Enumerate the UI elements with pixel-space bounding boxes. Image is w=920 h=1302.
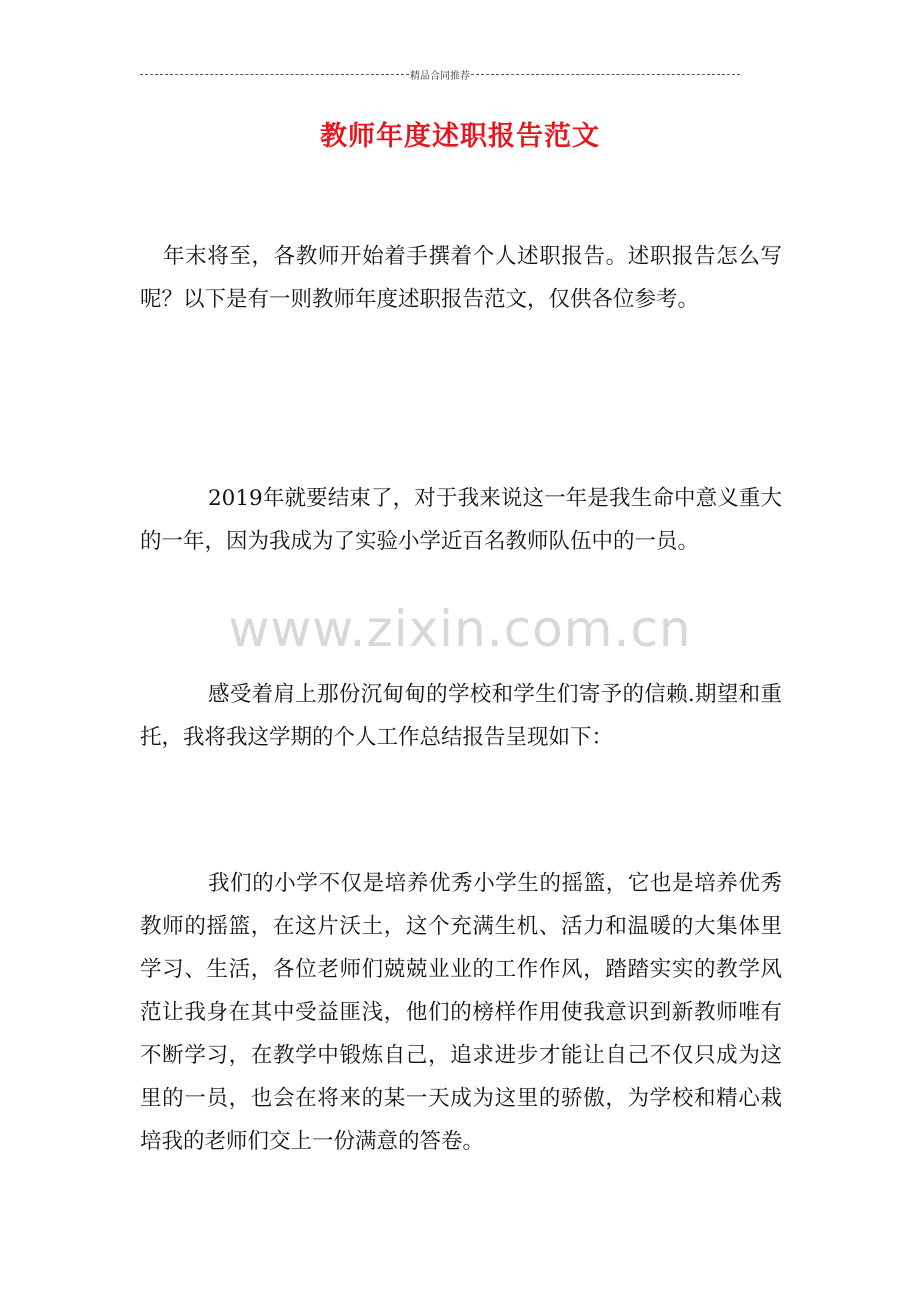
header-dash-left — [140, 74, 409, 75]
document-title: 教师年度述职报告范文 — [320, 121, 600, 152]
watermark: www.zixin.com.cn — [228, 600, 692, 658]
header-label: 精品合同推荐 — [410, 70, 470, 82]
paragraph-trust: 感受着肩上那份沉甸甸的学校和学生们寄予的信赖.期望和重托，我将我这学期的个人工作总结报告呈现如下： — [140, 682, 782, 750]
paragraph-year: 2019年就要结束了，对于我来说这一年是我生命中意义重大的一年，因为我成为了实验小学近百名教师队伍中的一员。 — [140, 486, 782, 554]
header-dash-right — [471, 74, 740, 75]
paragraph-intro: 年末将至，各教师开始着手撰着个人述职报告。述职报告怎么写呢？以下是有一则教师年度述职报告范文，仅供各位参考。 — [140, 244, 782, 312]
header-divider — [140, 66, 740, 82]
paragraph-school: 我们的小学不仅是培养优秀小学生的摇篮，它也是培养优秀教师的摇篮，在这片沃土，这个充满生机、活力和温暖的大集体里学习、生活，各位老师们兢兢业业的工作作风，踏踏实实的教学风范让我身在其中受益匪浅，他们的榜样作用使我意识到新教师唯有不断学习，在教学中锻炼自己，追求进步才能让自己不仅只成为这里的一员，也会在将来的某一天成为这里的骄傲，为学校和精心栽培我的老师们交上一份满意的答卷。 — [140, 871, 782, 1154]
